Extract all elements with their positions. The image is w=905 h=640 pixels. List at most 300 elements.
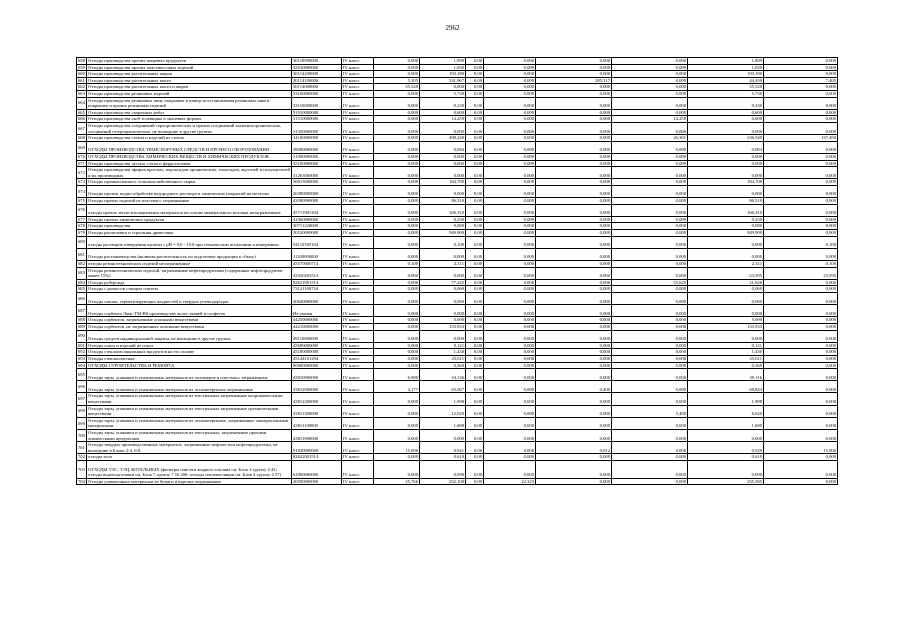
row-number: 674	[77, 185, 87, 197]
value-start: 0,000	[374, 153, 420, 160]
fkko-code: 43811900000	[292, 430, 342, 442]
value-start: 0,000	[374, 122, 420, 134]
hazard-class: IV класс	[342, 223, 374, 230]
value-processed: 0,000	[484, 279, 536, 286]
waste-name: Отходы прочих изделий из пластмасс загрязненные	[87, 198, 292, 205]
value-start: 5,205	[374, 77, 420, 84]
value-received: 0,00	[466, 393, 484, 405]
waste-name: Отходы тары, упаковки и упаковочных материалов из текстильных, загрязненные прочими химическими продуктами	[87, 430, 292, 442]
table-row	[77, 84, 838, 91]
value-neutralized: 0,000	[612, 478, 688, 485]
value-generated: 25,611	[420, 355, 466, 362]
fkko-code: 30118090000	[292, 58, 342, 65]
row-number: 683	[77, 267, 87, 279]
value-utilized: 0,012	[536, 442, 612, 454]
value-processed: 0,000	[484, 248, 536, 260]
value-neutralized: 0,000	[612, 305, 688, 317]
value-received: 0,00	[466, 442, 484, 454]
value-end: 0,000	[764, 355, 838, 362]
value-end: 0,000	[764, 160, 838, 167]
value-received: 0,00	[466, 64, 484, 71]
table-row	[77, 141, 838, 153]
fkko-code: 73121100724	[292, 286, 342, 293]
value-transferred: 0,000	[688, 167, 764, 179]
table-row	[77, 236, 838, 248]
value-start: 0,000	[374, 223, 420, 230]
value-received: 0,00	[466, 71, 484, 78]
value-transferred: 0,369	[688, 362, 764, 369]
value-generated: 0,600	[420, 109, 466, 116]
value-transferred: 2,311	[688, 261, 764, 268]
value-received: 0,00	[466, 323, 484, 330]
value-processed: 0,000	[484, 267, 536, 279]
value-processed: 0,000	[484, 362, 536, 369]
waste-name: ОТХОДЫ ТЭС, ТЭЦ, КОТЕЛЬНЫХ (фильтры очистки жидкого топлива см. Блок 4 группу 4 43; отходы водоподготовки см. Блок 7 группу 7 10 200; отходы теплоизоляции см. Блок 4 группу 4 57)	[87, 461, 292, 479]
value-neutralized: 0,000	[612, 292, 688, 304]
value-neutralized: 0,000	[612, 179, 688, 186]
hazard-class: IV класс	[342, 216, 374, 223]
value-start: 0,000	[374, 292, 420, 304]
row-number: 687	[77, 305, 87, 317]
row-number: 672	[77, 167, 87, 179]
value-generated: 0,090	[420, 461, 466, 479]
table-row	[77, 349, 838, 356]
value-processed: 0,000	[484, 349, 536, 356]
value-generated: 0,000	[420, 122, 466, 134]
value-generated: 0,100	[420, 236, 466, 248]
value-processed: 0,000	[484, 198, 536, 205]
value-received: 0,00	[466, 84, 484, 91]
table-row	[77, 77, 838, 84]
value-neutralized: 0,000	[612, 342, 688, 349]
value-utilized: 0,000	[536, 64, 612, 71]
value-utilized: 0,000	[536, 198, 612, 205]
value-generated: 12,020	[420, 405, 466, 417]
value-end: 0,000	[764, 58, 838, 65]
row-number: 698	[77, 405, 87, 417]
fkko-code: 30711220000	[292, 223, 342, 230]
value-generated: 0,000	[420, 248, 466, 260]
fkko-code: 43812000000	[292, 381, 342, 393]
value-neutralized: 0,000	[612, 267, 688, 279]
value-received: 0,00	[466, 279, 484, 286]
value-end: 0,000	[764, 478, 838, 485]
table-row	[77, 185, 838, 197]
value-neutralized: 5,400	[612, 405, 688, 417]
waste-name: Отходы производства сварочных работ	[87, 109, 292, 116]
fkko-code: 33100000000	[292, 90, 342, 97]
value-end: 0,000	[764, 317, 838, 324]
hazard-class: IV класс	[342, 417, 374, 429]
table-row	[77, 116, 838, 123]
hazard-class: IV класс	[342, 160, 374, 167]
table-row	[77, 135, 838, 142]
value-transferred: 0,000	[688, 430, 764, 442]
waste-name: Отходы сорбентов, не загрязненных опасными веществами	[87, 323, 292, 330]
table-row	[77, 198, 838, 205]
row-number: 666	[78, 116, 85, 122]
value-end: 0,000	[764, 167, 838, 179]
value-start: 0,000	[374, 267, 420, 279]
fkko-code: 31000000000	[292, 153, 342, 160]
waste-name: ОТХОДЫ ПРОИЗВОДСТВА ХИМИЧЕСКИХ ВЕЩЕСТВ И ХИМИЧЕСКИХ ПРОДУКТОВ	[87, 153, 292, 160]
value-start: 0,000	[374, 454, 420, 461]
value-generated: 14,259	[420, 116, 466, 123]
value-transferred: 1,899	[688, 58, 764, 65]
value-neutralized: 0,000	[612, 58, 688, 65]
value-received: 0,00	[466, 286, 484, 293]
value-transferred: 0,000	[688, 248, 764, 260]
value-generated: 193,180	[420, 71, 466, 78]
table-row	[77, 261, 838, 268]
row-number: 662	[78, 84, 85, 90]
value-utilized: 0,000	[536, 216, 612, 223]
value-neutralized: 0,000	[612, 97, 688, 109]
hazard-class: IV класс	[342, 58, 374, 65]
waste-name: Отходы тары, упаковки и упаковочных материалов из лесоматериалов, загрязненные лакокрасочными материалами	[87, 417, 292, 429]
value-transferred: 44,450	[688, 77, 764, 84]
value-utilized: 0,000	[536, 393, 612, 405]
value-processed: 0,000	[484, 185, 536, 197]
value-start: 0,000	[374, 116, 420, 123]
value-start: 0,000	[374, 90, 420, 97]
value-processed: 0,000	[484, 141, 536, 153]
value-generated: 5,690	[420, 317, 466, 324]
row-number: 695	[77, 369, 87, 381]
value-processed: 0,000	[484, 223, 536, 230]
fkko-code: 43320202514	[292, 267, 342, 279]
value-utilized: 0,000	[536, 204, 612, 216]
row-number: 670	[78, 153, 85, 159]
fkko-code: 33530000000	[292, 64, 342, 71]
value-end: 0,000	[764, 461, 838, 479]
waste-name: Отходы стеклопластика	[87, 355, 292, 362]
value-end: 0,000	[764, 179, 838, 186]
value-processed: 0,000	[484, 122, 536, 134]
value-utilized: 0,000	[536, 223, 612, 230]
value-utilized: 0,000	[536, 369, 612, 381]
value-generated: 0,060	[420, 292, 466, 304]
row-number: 680	[77, 236, 87, 248]
table-row	[77, 381, 838, 393]
value-processed: 0,000	[484, 90, 536, 97]
value-processed: 0,000	[484, 204, 536, 216]
value-processed: 0,000	[484, 109, 536, 116]
waste-name: Отходы тары, упаковки и упаковочных материалов из полимеров и пластмасс загрязненные	[87, 369, 292, 381]
value-end: 0,000	[764, 141, 838, 153]
fkko-code: 31510000000	[292, 116, 342, 123]
value-end: 0,100	[764, 236, 838, 248]
value-transferred: 21,620	[688, 279, 764, 286]
value-start: 0,000	[374, 355, 420, 362]
value-generated: 166,310	[420, 204, 466, 216]
fkko-code: 45144101294	[292, 355, 342, 362]
hazard-class: IV класс	[342, 381, 374, 393]
hazard-class: IV класс	[342, 97, 374, 109]
value-processed: 0,000	[484, 261, 536, 268]
row-number: 679	[78, 230, 85, 236]
value-end: 0,000	[764, 349, 838, 356]
hazard-class: IV класс	[342, 355, 374, 362]
row-number: 658	[78, 58, 85, 63]
value-neutralized: 0,000	[612, 198, 688, 205]
value-end: 0,000	[764, 305, 838, 317]
fkko-code: 34100000000	[292, 135, 342, 142]
value-start: 0,000	[374, 71, 420, 78]
waste-name: Отходы производства растительных масел и жиров	[87, 84, 292, 91]
value-utilized: 0,000	[536, 267, 612, 279]
value-end: 0,000	[764, 286, 838, 293]
waste-name: Отходы производства чугуна, стали и ферросплавов	[87, 160, 292, 167]
waste-name: Отходы тары, упаковки и упаковочных материалов из текстильных загрязненные неорганическими веществами	[87, 393, 292, 405]
value-neutralized: 0,000	[612, 286, 688, 293]
hazard-class: IV класс	[342, 230, 374, 237]
fkko-code: 30013000000	[292, 179, 342, 186]
waste-name: Отходы производства эфиров простых, пероксидов органических, эпоксидов, ацеталей и полуацеталей и их производных	[88, 167, 290, 178]
value-processed: 0,000	[484, 355, 536, 362]
value-received: 0,00	[466, 185, 484, 197]
value-transferred: 0,230	[688, 97, 764, 109]
value-utilized: 0,000	[536, 430, 612, 442]
value-received: 0,00	[466, 330, 484, 342]
value-generated: 0,250	[420, 216, 466, 223]
fkko-code: 30520000000	[292, 230, 342, 237]
value-start: 0,000	[374, 97, 420, 109]
waste-name: Отходы производства прочих пластмассовых изделий	[87, 64, 292, 71]
fkko-code: 30114100000	[292, 77, 342, 84]
value-generated: 0,610	[420, 454, 466, 461]
value-neutralized: 0,000	[612, 362, 688, 369]
value-processed: 0,000	[484, 58, 536, 65]
row-number: 676	[77, 204, 87, 216]
value-end: 0,000	[764, 204, 838, 216]
value-transferred: 0,000	[688, 236, 764, 248]
value-processed: 0,000	[484, 153, 536, 160]
value-neutralized: 0,000	[612, 330, 688, 342]
value-received: 0,00	[466, 461, 484, 479]
value-end: 23,595	[764, 267, 838, 279]
value-received: 0,00	[466, 305, 484, 317]
waste-name: Отходы смазок, герметизирующих жидкостей и твердых углеводородов	[87, 292, 292, 304]
value-utilized: 0,000	[536, 279, 612, 286]
waste-name: Отходы производства стекла и изделий из стекла	[87, 135, 292, 142]
row-number: 684	[78, 279, 85, 285]
fkko-code: 31263000000	[292, 167, 342, 179]
hazard-class: IV класс	[342, 330, 374, 342]
value-utilized: 285,317	[536, 77, 612, 84]
hazard-class: IV класс	[342, 362, 374, 369]
fkko-code: 30114000000	[292, 84, 342, 91]
table-row	[77, 292, 838, 304]
hazard-class: IV класс	[342, 317, 374, 324]
value-processed: 0,000	[484, 317, 536, 324]
value-generated: 0,000	[420, 84, 466, 91]
value-received: 0,00	[466, 317, 484, 324]
waste-name: отходы растворов отвердения щелочи с pH = 9,0 - 10,0 при техническом испытании и измерениях	[87, 236, 292, 248]
value-transferred: 0,000	[688, 185, 764, 197]
table-row	[77, 179, 838, 186]
value-received: 0,00	[466, 267, 484, 279]
hazard-class: IV класс	[342, 430, 374, 442]
waste-name: Отходы производства	[87, 223, 292, 230]
table-row	[77, 342, 838, 349]
value-start: 0,000	[374, 248, 420, 260]
value-utilized: 0,000	[536, 90, 612, 97]
value-transferred: 236,540	[688, 135, 764, 142]
waste-name: Отходы твердых производственных материалов, загрязненные нефтью или нефтепродуктами, не вошедшие в Блоки 2-4, 6-8	[87, 442, 292, 454]
value-processed: 0,000	[484, 286, 536, 293]
value-generated: 133,933	[420, 323, 466, 330]
value-end: 0,000	[764, 454, 838, 461]
value-received: 0,00	[466, 454, 484, 461]
row-number: 673	[78, 179, 85, 185]
value-processed: 0,000	[484, 135, 536, 142]
row-number: 702	[78, 454, 85, 460]
table-row	[77, 58, 838, 65]
hazard-class: IV класс	[342, 198, 374, 205]
value-end: 0,000	[764, 342, 838, 349]
value-processed: 0,000	[484, 230, 536, 237]
value-end: 0,000	[764, 381, 838, 393]
value-received: 0,00	[466, 216, 484, 223]
value-utilized: 0,000	[536, 153, 612, 160]
value-received: 0,00	[466, 342, 484, 349]
row-number: 692	[78, 349, 85, 355]
row-number: 691	[78, 342, 85, 348]
fkko-code: 43811100000	[292, 417, 342, 429]
hazard-class: IV класс	[342, 116, 374, 123]
value-neutralized: 0,000	[612, 248, 688, 260]
value-transferred: 5,690	[688, 317, 764, 324]
hazard-class: IV класс	[342, 167, 374, 179]
row-number: 681	[77, 248, 87, 260]
value-start: 55,520	[374, 84, 420, 91]
value-received: 0,00	[466, 292, 484, 304]
value-start: 0,000	[374, 135, 420, 142]
value-end: 0,000	[764, 185, 838, 197]
hazard-class: IV класс	[342, 179, 374, 186]
value-utilized: 0,000	[536, 122, 612, 134]
value-generated: 0,000	[420, 430, 466, 442]
table-row	[77, 153, 838, 160]
value-start: 0,000	[374, 305, 420, 317]
fkko-code: 43570000714	[292, 261, 342, 268]
value-start: 0,000	[374, 160, 420, 167]
value-transferred: 0,000	[688, 330, 764, 342]
value-received: 0,00	[466, 179, 484, 186]
value-processed: 0,000	[484, 369, 536, 381]
row-number: 661	[78, 77, 85, 83]
value-start: 0,000	[374, 204, 420, 216]
hazard-class: IV класс	[342, 261, 374, 268]
fkko-code: 43810900000	[292, 369, 342, 381]
value-end: 0,000	[764, 122, 838, 134]
value-transferred: 949,900	[688, 230, 764, 237]
table-row	[77, 286, 838, 293]
value-generated: 0,000	[420, 160, 466, 167]
table-row	[77, 248, 838, 260]
value-utilized: 0,000	[536, 305, 612, 317]
value-neutralized: 0,000	[612, 216, 688, 223]
waste-name: Отходы упаковочных материалов из бумаги и картона загрязненные	[87, 478, 292, 485]
value-utilized: 0,000	[536, 286, 612, 293]
value-received: 0,00	[466, 204, 484, 216]
value-utilized: 0,000	[536, 248, 612, 260]
value-utilized: 0,000	[536, 185, 612, 197]
waste-name: Отходы производства растительных масел	[87, 77, 292, 84]
value-transferred: 25,611	[688, 355, 764, 362]
value-processed: 0,000	[484, 454, 536, 461]
table-row	[77, 405, 838, 417]
value-generated: 0,941	[420, 442, 466, 454]
value-neutralized: 0,000	[612, 349, 688, 356]
value-transferred: 0,060	[688, 292, 764, 304]
value-end: 0,000	[764, 330, 838, 342]
value-start: 0,000	[374, 362, 420, 369]
hazard-class: IV класс	[342, 122, 374, 134]
value-utilized: 0,000	[536, 236, 612, 248]
value-generated: 0,369	[420, 362, 466, 369]
value-received: 0,00	[466, 77, 484, 84]
value-received: 0,00	[466, 230, 484, 237]
value-utilized: 0,000	[536, 355, 612, 362]
value-utilized: 0,000	[536, 160, 612, 167]
value-generated: 408,240	[420, 135, 466, 142]
value-start: 25,766	[374, 478, 420, 485]
waste-register-table	[76, 57, 838, 485]
value-end: 0,000	[764, 248, 838, 260]
value-transferred: 1,680	[688, 417, 764, 429]
value-end: 0,000	[764, 362, 838, 369]
fkko-code: 91920000000	[292, 442, 342, 454]
value-end: 0,000	[764, 369, 838, 381]
value-start: 0,000	[374, 393, 420, 405]
row-number: 690	[77, 330, 87, 342]
value-neutralized: 26,301	[612, 135, 688, 142]
value-processed: 0,000	[484, 393, 536, 405]
waste-name: Отходы стеклоизоляционных продуктов на его основе	[87, 349, 292, 356]
waste-name: Отходы против, водно-обработке водородного раствора и химических покрытий на металлы	[87, 185, 292, 197]
hazard-class: IV класс	[342, 442, 374, 454]
hazard-class: IV класс	[342, 478, 374, 485]
table-row	[77, 223, 838, 230]
value-start: 0,000	[374, 230, 420, 237]
value-generated: 86,510	[420, 198, 466, 205]
value-processed: 0,000	[484, 330, 536, 342]
value-start: 0,000	[374, 141, 420, 153]
waste-name: Отходы тары, упаковки и упаковочных материалов из текстильных загрязненные органическими веществами	[87, 405, 292, 417]
fkko-code: Не указан	[292, 305, 342, 317]
value-start: 0,000	[374, 342, 420, 349]
value-generated: 1,998	[420, 393, 466, 405]
value-transferred: 0,250	[688, 216, 764, 223]
value-received: 0,00	[466, 248, 484, 260]
fkko-code: 41960000000	[292, 216, 342, 223]
table-row	[77, 279, 838, 286]
value-generated: 2,311	[420, 261, 466, 268]
waste-name: Отходы тары, упаковки и упаковочных материалов из лесоматериалов загрязненные	[87, 381, 292, 393]
value-start: 0,000	[374, 330, 420, 342]
value-neutralized: 0,000	[612, 323, 688, 330]
value-processed: 0,000	[484, 179, 536, 186]
row-number: 694	[78, 362, 85, 368]
value-neutralized: 0,000	[612, 167, 688, 179]
hazard-class: IV класс	[342, 90, 374, 97]
waste-name: Отходы распиловки и строгания древесины	[87, 230, 292, 237]
value-neutralized: 55,625	[612, 279, 688, 286]
value-neutralized: 0,000	[612, 461, 688, 479]
value-neutralized: 0,000	[612, 393, 688, 405]
